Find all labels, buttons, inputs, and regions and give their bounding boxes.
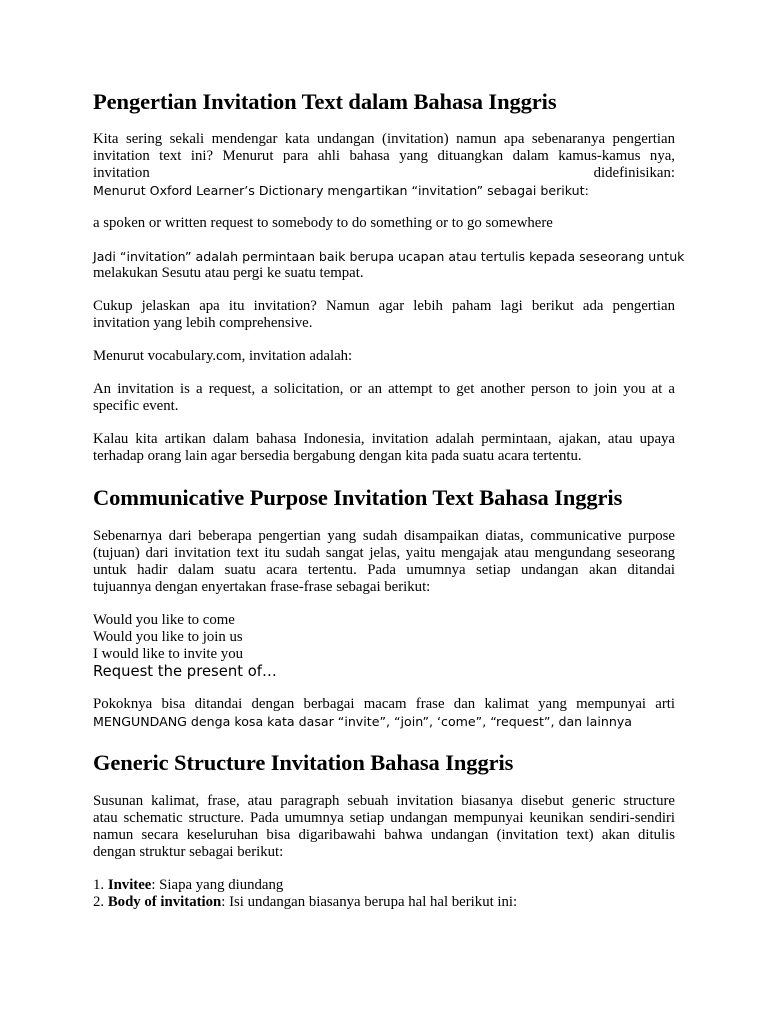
pokoknya-paragraph (93, 696, 675, 730)
communicative-paragraph (93, 528, 675, 596)
kalau-line: Kalau kita artikan dalam bahasa Indonesia, invitation adalah permintaan, ajakan, atau upaya (93, 431, 675, 447)
cukup-line: Cukup jelaskan apa itu invitation? Namun agar lebih paham lagi berikut ada pengertian (93, 298, 675, 314)
structure-item-invitee (93, 877, 675, 894)
kalau-paragraph (93, 431, 675, 465)
phrase-item: Request the present of… (93, 663, 277, 680)
vocab-definition (93, 381, 675, 415)
intro-line (93, 165, 675, 182)
section-heading-generic-structure: Generic Structure Invitation Bahasa Inggris (93, 750, 514, 775)
jadi-line: Jadi “invitation” adalah permintaan baik berupa ucapan atau tertulis kepada seseorang untuk (93, 249, 685, 264)
intro-word-left: invitation (93, 165, 150, 181)
cukup-paragraph (93, 298, 675, 332)
generic-line: namun secara keseluruhan bisa digaribawahi bahwa undangan (invitation text) akan ditulis (93, 827, 675, 843)
section-heading-pengertian: Pengertian Invitation Text dalam Bahasa Inggris (93, 89, 557, 114)
structure-item-term: Body of invitation (107, 894, 222, 910)
structure-list (93, 877, 675, 911)
communicative-line: tujuannya dengan enyertakan frase-frase sebagai berikut: (93, 579, 431, 595)
kalau-line: terhadap orang lain agar bersedia bergabung dengan kita pada suatu acara tertentu. (93, 448, 582, 464)
structure-item-number: 1. (93, 877, 105, 893)
vocab-intro: Menurut vocabulary.com, invitation adalah: (93, 348, 353, 364)
generic-line: atau schematic structure. Pada umumnya setiap undangan mempunyai keunikan sendiri-sendiri (93, 810, 675, 826)
cukup-line: invitation yang lebih comprehensive. (93, 315, 313, 331)
generic-line: Susunan kalimat, frase, atau paragraph sebuah invitation biasanya disebut generic structure (93, 793, 675, 809)
phrase-item: I would like to invite you (93, 646, 244, 662)
structure-item-desc: : Siapa yang diundang (151, 877, 284, 893)
pokoknya-line: MENGUNDANG denga kosa kata dasar “invite”, “join”, ‘come”, “request”, dan lainnya (93, 714, 632, 729)
communicative-line: untuk hadir dalam suatu acara tertentu. Pada umumnya setiap undangan akan ditandai (93, 562, 675, 578)
section-heading-communicative-purpose: Communicative Purpose Invitation Text Bahasa Inggris (93, 485, 623, 510)
pokoknya-line: Pokoknya bisa ditandai dengan berbagai macam frase dan kalimat yang mempunyai arti (93, 696, 675, 712)
intro-line: invitation text ini? Menurut para ahli bahasa yang dituangkan dalam kamus-kamus nya, (93, 148, 675, 164)
communicative-line: (tujuan) dari invitation text itu sudah sangat jelas, yaitu mengajak atau mengundang seseorang (93, 545, 675, 561)
phrase-item: Would you like to come (93, 612, 235, 628)
jadi-paragraph (93, 248, 685, 282)
vocab-line: specific event. (93, 398, 179, 414)
intro-paragraph (93, 131, 675, 199)
structure-item-term: Invitee (107, 877, 152, 893)
generic-structure-paragraph (93, 793, 675, 861)
phrase-item: Would you like to join us (93, 629, 243, 645)
document-page (93, 88, 685, 911)
intro-line: Kita sering sekali mendengar kata undangan (invitation) namun apa sebenaranya pengertian (93, 131, 675, 147)
vocab-line: An invitation is a request, a solicitation, or an attempt to get another person to join you at a (93, 381, 675, 397)
jadi-line: melakukan Sesutu atau pergi ke suatu tempat. (93, 265, 364, 281)
structure-item-desc: : Isi undangan biasanya berupa hal hal berikut ini: (221, 894, 518, 910)
intro-word-right: didefinisikan: (593, 165, 675, 181)
intro-line: Menurut Oxford Learner’s Dictionary mengartikan “invitation” sebagai berikut: (93, 183, 589, 198)
communicative-line: Sebenarnya dari beberapa pengertian yang sudah disampaikan diatas, communicative purpose (93, 528, 675, 544)
oxford-definition: a spoken or written request to somebody to do something or to go somewhere (93, 215, 553, 231)
structure-item-body (93, 894, 675, 911)
phrase-list (93, 612, 675, 680)
generic-line: dengan struktur sebagai berikut: (93, 844, 284, 860)
structure-item-number: 2. (93, 894, 105, 910)
